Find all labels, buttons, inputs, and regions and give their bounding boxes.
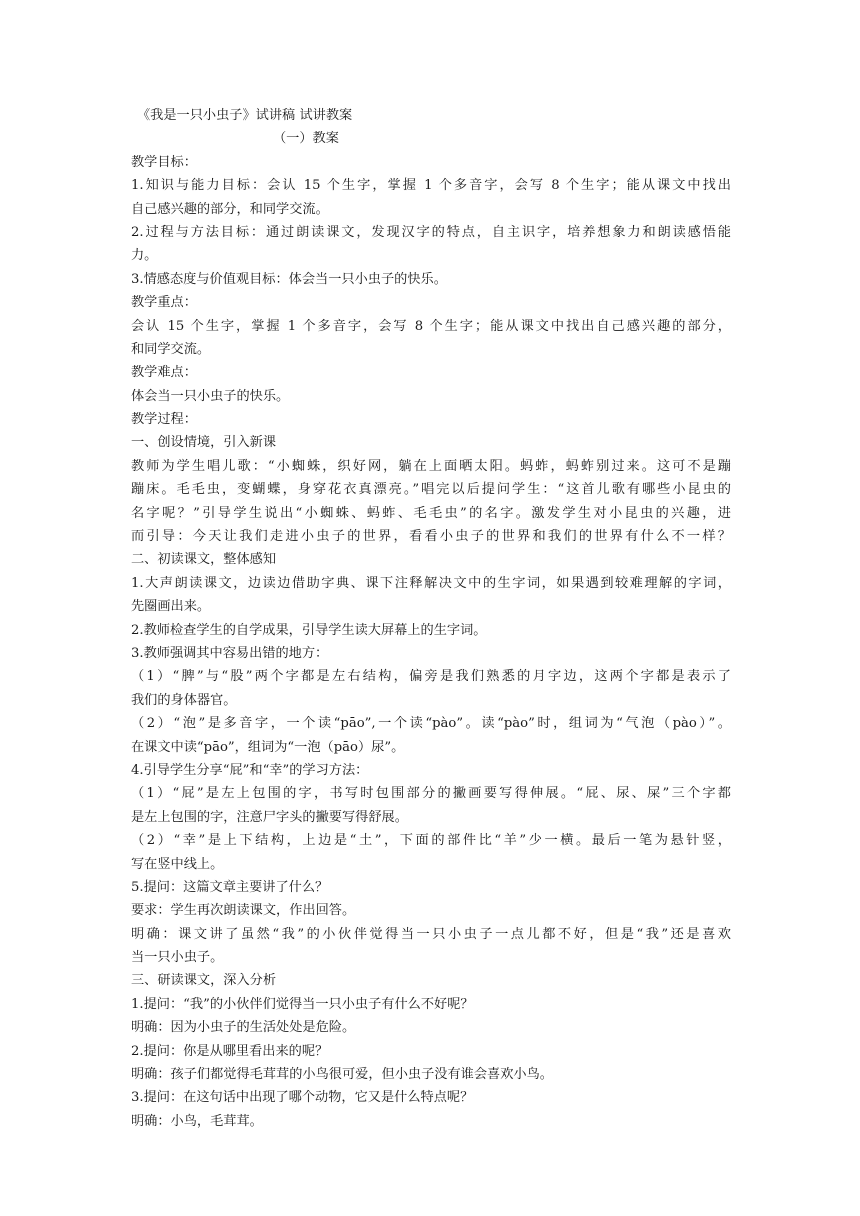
text-line: 要求：学生再次朗读课文，作出回答。 — [131, 903, 356, 919]
text-line: 写在竖中线上。 — [131, 856, 224, 872]
text-line: 一、创设情境，引入新课 — [131, 435, 277, 451]
text-line: 教师为学生唱儿歌：“小蜘蛛，织好网，躺在上面晒太阳。蚂蚱，蚂蚱别过来。这可不是蹦 — [131, 458, 731, 474]
text-line: 2.过程与方法目标：通过朗读课文，发现汉字的特点，自主识字，培养想象力和朗读感悟能 — [131, 224, 731, 240]
text-line: 5.提问：这篇文章主要讲了什么？ — [131, 879, 329, 895]
text-line: 当一只小虫子。 — [131, 950, 224, 966]
text-line: 名字呢？”引导学生说出“小蜘蛛、蚂蚱、毛毛虫”的名字。激发学生对小昆虫的兴趣，进 — [131, 505, 731, 521]
text-line: 3.提问：在这句话中出现了哪个动物，它又是什么特点呢？ — [131, 1090, 474, 1106]
text-line: 明确：孩子们都觉得毛茸茸的小鸟很可爱，但小虫子没有谁会喜欢小鸟。 — [131, 1067, 553, 1083]
text-line: 三、研读课文，深入分析 — [131, 973, 277, 989]
text-line: 先圈画出来。 — [131, 599, 211, 615]
text-line: 和同学交流。 — [131, 341, 211, 357]
text-line: 明确：小鸟，毛茸茸。 — [131, 1113, 263, 1129]
text-line: 2.教师检查学生的自学成果，引导学生读大屏幕上的生字词。 — [131, 622, 487, 638]
text-line: （1）“屁”是左上包围的字，书写时包围部分的撇画要写得伸展。“屁、尿、屎”三个字都 — [131, 786, 731, 802]
text-line: 4.引导学生分享“屁”和“幸”的学习方法： — [131, 762, 369, 778]
document-body — [131, 104, 731, 1133]
text-line: 3.教师强调其中容易出错的地方： — [131, 645, 329, 661]
document-subtitle: （一）教案 — [273, 131, 339, 147]
text-line: 是左上包围的字，注意尸字头的撇要写得舒展。 — [131, 809, 408, 825]
text-line: 教学目标： — [131, 154, 197, 170]
text-line: 3.情感态度与价值观目标：体会当一只小虫子的快乐。 — [131, 271, 447, 287]
text-line: （1）“脾”与“股”两个字都是左右结构，偏旁是我们熟悉的月字边，这两个字都是表示了 — [131, 669, 731, 685]
text-line: 力。 — [131, 248, 158, 264]
text-line: 体会当一只小虫子的快乐。 — [131, 388, 290, 404]
text-line: 教学重点： — [131, 295, 197, 311]
text-line: 二、初读课文，整体感知 — [131, 552, 277, 568]
text-line: 1.知识与能力目标：会认 15 个生字，掌握 1 个多音字，会写 8 个生字；能从课文中找出 — [131, 178, 731, 194]
text-line: 2.提问：你是从哪里看出来的呢？ — [131, 1043, 329, 1059]
text-line: 我们的身体器官。 — [131, 692, 237, 708]
document-title: 《我是一只小虫子》试讲稿 试讲教案 — [137, 108, 353, 123]
text-line: 在课文中读“pāo”，组词为“一泡（pāo）尿”。 — [131, 739, 405, 755]
text-line: 明确：因为小虫子的生活处处是危险。 — [131, 1020, 356, 1036]
text-line: 1.提问：“我”的小伙伴们觉得当一只小虫子有什么不好呢？ — [131, 996, 474, 1012]
text-line: 会认 15 个生字，掌握 1 个多音字，会写 8 个生字；能从课文中找出自己感兴趣的部分， — [131, 318, 731, 334]
text-line: （2）“幸”是上下结构，上边是“土”，下面的部件比“羊”少一横。最后一笔为悬针竖， — [131, 833, 731, 849]
text-line: 蹦床。毛毛虫，变蝴蝶，身穿花衣真漂亮。”唱完以后提问学生：“这首儿歌有哪些小昆虫的 — [131, 482, 731, 498]
document-text — [131, 151, 731, 1133]
text-line: 教学难点： — [131, 365, 197, 381]
text-line: 明确：课文讲了虽然“我”的小伙伴觉得当一只小虫子一点儿都不好，但是“我”还是喜欢 — [131, 926, 731, 942]
text-line: 自己感兴趣的部分，和同学交流。 — [131, 201, 329, 217]
text-line: 1.大声朗读课文，边读边借助字典、课下注释解决文中的生字词，如果遇到较难理解的字词， — [131, 575, 731, 591]
text-line: （2）“泡”是多音字，一个读“pāo”,一个读“pào”。读“pào”时，组词为“气泡（pào）”。 — [131, 716, 731, 732]
text-line: 而引导：今天让我们走进小虫子的世界，看看小虫子的世界和我们的世界有什么不一样？ — [131, 529, 731, 545]
text-line: 教学过程： — [131, 412, 197, 428]
